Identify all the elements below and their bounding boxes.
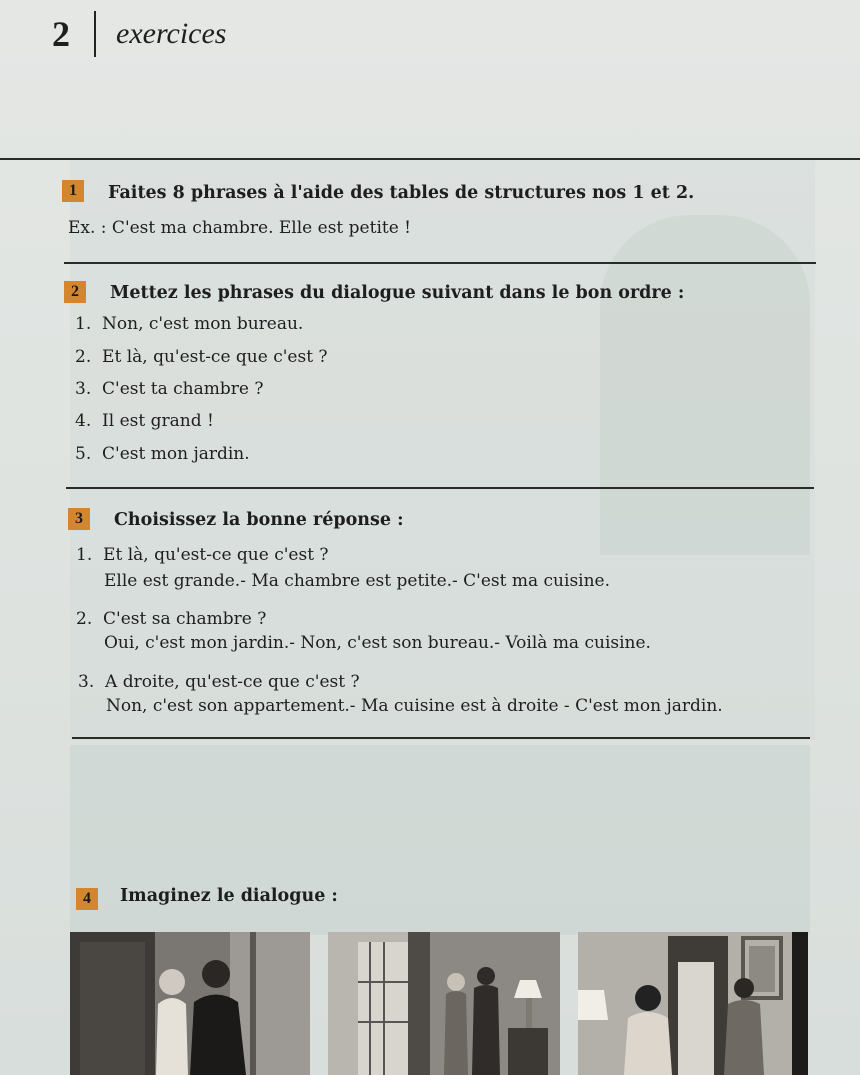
- list-item: 2. Et là, qu'est-ce que c'est ?: [75, 347, 328, 367]
- top-rule: [0, 158, 860, 160]
- list-item: 1. Non, c'est mon bureau.: [75, 314, 304, 334]
- exercise2-instruction: Mettez les phrases du dialogue suivant dans le bon ordre :: [110, 283, 685, 303]
- question-item: 1. Et là, qu'est-ce que c'est ?: [76, 545, 329, 565]
- chapter-header: [52, 14, 226, 54]
- photo-2: [328, 932, 560, 1075]
- question-item: 3. A droite, qu'est-ce que c'est ?: [78, 672, 360, 692]
- list-item: 4. Il est grand !: [75, 411, 214, 431]
- exercise3-instruction: Choisissez la bonne réponse :: [114, 510, 404, 530]
- answer-choices: Oui, c'est mon jardin.- Non, c'est son bureau.- Voilà ma cuisine.: [104, 633, 651, 653]
- chapter-number: 2: [52, 14, 70, 54]
- background-illustration-lower: [70, 745, 810, 935]
- chapter-title: exercices: [116, 17, 227, 50]
- photo-3: [578, 932, 808, 1075]
- header-divider: [94, 11, 96, 57]
- exercise-number-badge: 3: [68, 508, 90, 530]
- answer-choices: Non, c'est son appartement.- Ma cuisine est à droite - C'est mon jardin.: [106, 696, 723, 716]
- question-item: 2. C'est sa chambre ?: [76, 609, 267, 629]
- background-figure: [600, 215, 810, 555]
- exercise1-example: Ex. : C'est ma chambre. Elle est petite !: [68, 218, 412, 238]
- exercise-number-badge: 4: [76, 888, 98, 910]
- section-rule: [66, 487, 814, 489]
- section-rule: [64, 262, 816, 264]
- exercise4-instruction: Imaginez le dialogue :: [120, 886, 338, 906]
- exercise-number-badge: 2: [64, 281, 86, 303]
- list-item: 3. C'est ta chambre ?: [75, 379, 264, 399]
- exercise1-instruction: Faites 8 phrases à l'aide des tables de structures nos 1 et 2.: [108, 183, 695, 203]
- answer-choices: Elle est grande.- Ma chambre est petite.- C'est ma cuisine.: [104, 571, 611, 591]
- photo-1: [70, 932, 310, 1075]
- list-item: 5. C'est mon jardin.: [75, 444, 250, 464]
- section-rule: [72, 737, 810, 739]
- exercise-number-badge: 1: [62, 180, 84, 202]
